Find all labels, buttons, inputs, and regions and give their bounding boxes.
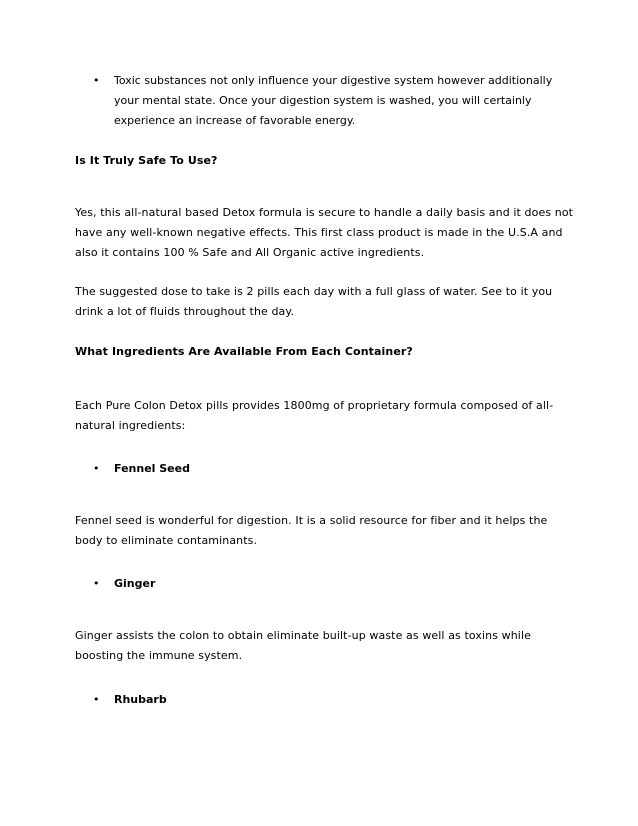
bullet-icon: • [93,462,100,475]
intro-bullet-item [75,71,575,131]
heading-ingredients: What Ingredients Are Available From Each Container? [75,345,413,358]
paragraph-ingredients-intro: Each Pure Colon Detox pills provides 1800mg of proprietary formula composed of all-natural ingredients: [75,399,554,432]
paragraph-safe: Yes, this all-natural based Detox formula is secure to handle a daily basis and it does not have any well-known negative effects. This first class product is made in the U.S.A and also it contains 100 % Safe and All Organic active ingredients. [75,206,574,259]
paragraph-dose: The suggested dose to take is 2 pills each day with a full glass of water. See to it you drink a lot of fluids throughout the day. [75,285,553,318]
intro-bullet-text: Toxic substances not only influence your digestive system however additionally your mental state. Once your digestion system is washed, you will certainly experience an increase of favorable energy. [114,74,553,127]
ingredient-description-fennel: Fennel seed is wonderful for digestion. It is a solid resource for fiber and it helps the body to eliminate contaminants. [75,514,548,547]
ingredient-bullet-ginger [75,574,575,594]
ingredient-name: Ginger [114,577,156,590]
ingredient-description-ginger: Ginger assists the colon to obtain eliminate built-up waste as well as toxins while boosting the immune system. [75,629,531,662]
bullet-icon: • [93,693,100,706]
heading-safe: Is It Truly Safe To Use? [75,154,218,167]
bullet-icon: • [93,577,100,590]
ingredient-name: Rhubarb [114,693,167,706]
ingredient-name: Fennel Seed [114,462,190,475]
ingredient-bullet-rhubarb [75,690,575,710]
ingredient-bullet-fennel [75,459,575,479]
bullet-icon: • [93,74,100,87]
